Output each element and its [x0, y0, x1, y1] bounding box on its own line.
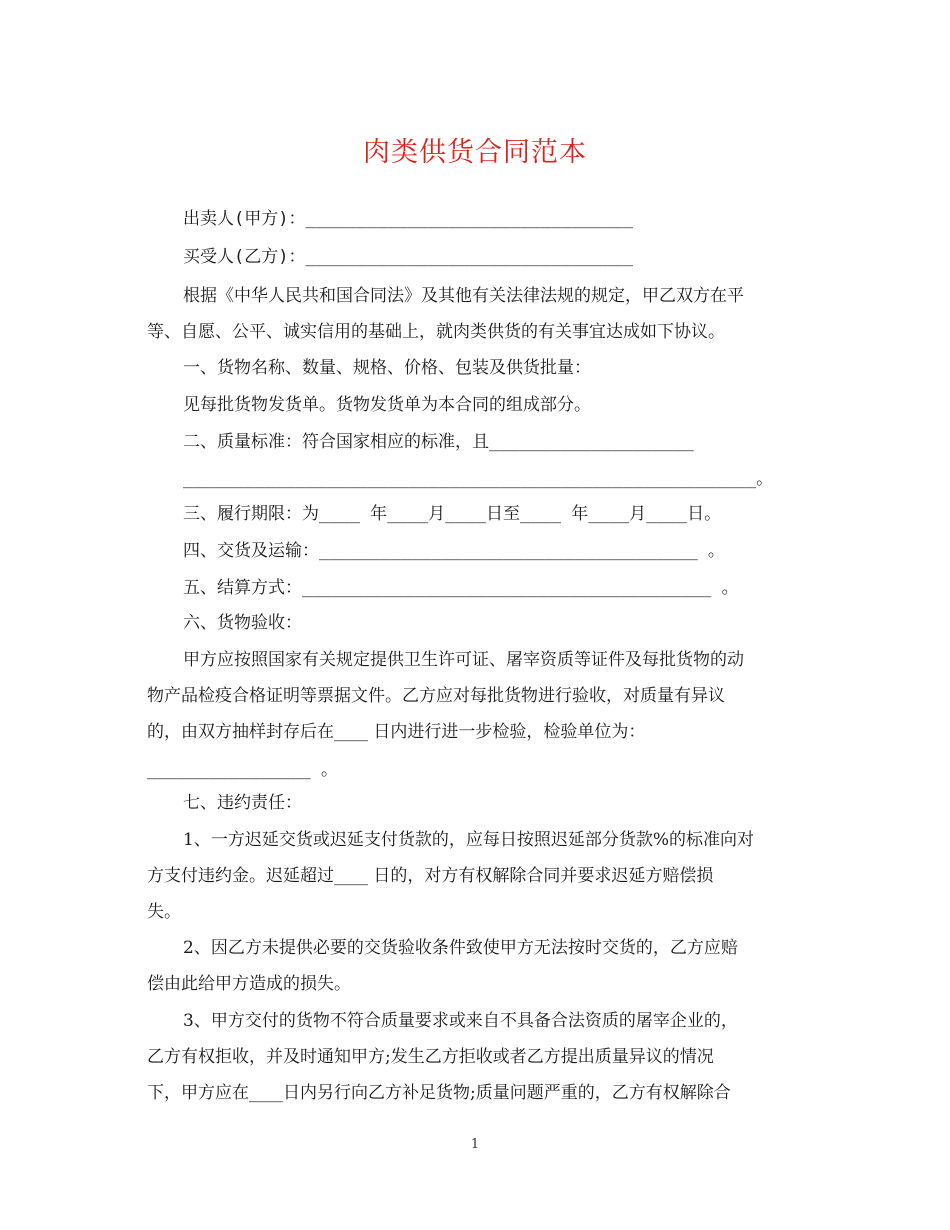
clause-7-item-1-line-1: 1、一方迟延交货或迟延支付货款的，应每日按照迟延部分货款%的标准向对 [183, 830, 754, 850]
clause-6-heading: 六、货物验收： [183, 613, 302, 633]
clause-6-line-4: ________________ 。 [147, 760, 338, 780]
clause-5-settlement: 五、结算方式：________________________________________ 。 [183, 578, 739, 598]
page-number: 1 [470, 1137, 480, 1152]
buyer-line: 买受人(乙方)：________________________________ [183, 247, 633, 267]
clause-6-line-1: 甲方应按照国家有关规定提供卫生许可证、屠宰资质等证件及每批货物的动 [183, 650, 744, 670]
clause-7-item-3-line-3: 下，甲方应在____日内另行向乙方补足货物;质量问题严重的，乙方有权解除合 [147, 1083, 731, 1103]
clause-7-item-2-line-1: 2、因乙方未提供必要的交货验收条件致使甲方无法按时交货的，乙方应赔 [183, 938, 738, 958]
clause-6-line-2: 物产品检疫合格证明等票据文件。乙方应对每批货物进行验收，对质量有异议 [147, 686, 725, 706]
document-title: 肉类供货合同范本 [363, 137, 587, 168]
clause-3-term: 三、履行期限：为____ 年____月____日至____ 年____月____日。 [183, 504, 722, 524]
clause-7-item-3-line-1: 3、甲方交付的货物不符合质量要求或来自不具备合法资质的屠宰企业的， [183, 1011, 738, 1031]
clause-4-delivery: 四、交货及运输：_____________________________________ 。 [183, 541, 725, 561]
preamble-line-1: 根据《中华人民共和国合同法》及其他有关法律法规的规定，甲乙双方在平 [183, 286, 744, 306]
clause-2-line-2: ________________________________________________________。 [183, 469, 774, 489]
seller-line: 出卖人(甲方)：________________________________ [183, 209, 633, 229]
clause-7-item-2-line-2: 偿由此给甲方造成的损失。 [147, 974, 351, 994]
clause-7-item-3-line-2: 乙方有权拒收，并及时通知甲方;发生乙方拒收或者乙方提出质量异议的情况 [147, 1047, 714, 1067]
clause-1-body: 见每批货物发货单。货物发货单为本合同的组成部分。 [183, 395, 591, 415]
clause-7-item-1-line-3: 失。 [147, 902, 181, 922]
clause-6-line-3: 的，由双方抽样封存后在____ 日内进行进一步检验，检验单位为： [147, 722, 646, 742]
preamble-line-2: 等、自愿、公平、诚实信用的基础上，就肉类供货的有关事宜达成如下协议。 [147, 322, 725, 342]
clause-7-heading: 七、违约责任： [183, 793, 302, 813]
clause-1-heading: 一、货物名称、数量、规格、价格、包装及供货批量： [183, 358, 591, 378]
clause-7-item-1-line-2: 方支付违约金。迟延超过____ 日的，对方有权解除合同并要求迟延方赔偿损 [147, 866, 714, 886]
clause-2-line-1: 二、质量标准：符合国家相应的标准，且____________________ [183, 432, 694, 452]
